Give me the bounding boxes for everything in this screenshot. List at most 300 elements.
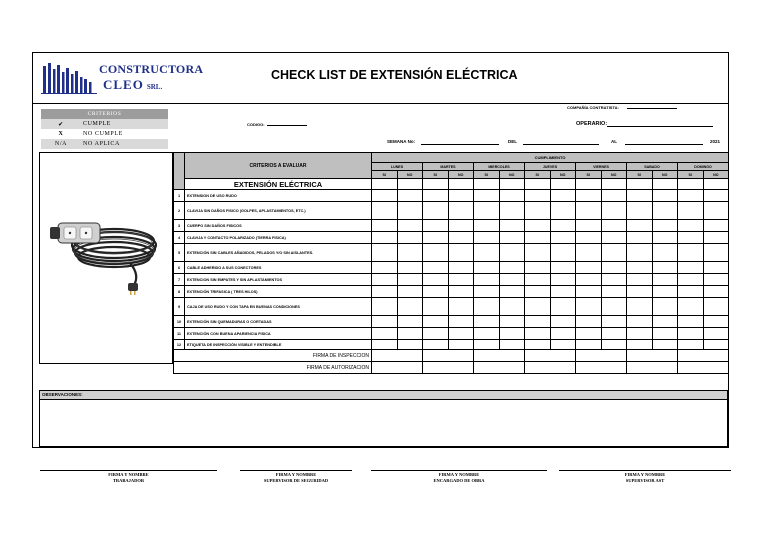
checkbox-cell[interactable] (601, 190, 627, 202)
al-field[interactable] (625, 144, 703, 145)
checkbox-cell[interactable] (703, 340, 729, 350)
checkbox-cell[interactable] (550, 202, 576, 220)
checkbox-cell[interactable] (525, 340, 551, 350)
signature-role: TRABAJADOR (112, 478, 145, 483)
item-text: EXTENCIÓN SIN QUEMADURAS O CORTADAS (185, 316, 372, 328)
checkbox-cell[interactable] (525, 328, 551, 340)
item-number: 10 (174, 316, 185, 328)
observaciones-box[interactable] (39, 390, 728, 447)
signature-supervisor-ast[interactable] (559, 470, 731, 484)
firma-inspeccion-label: FIRMA DE INSPECCION (174, 350, 372, 362)
checkbox-cell[interactable] (397, 262, 423, 274)
checkbox-cell[interactable] (423, 274, 449, 286)
checkbox-cell[interactable] (627, 328, 653, 340)
item-text: CABLE ADHERIDO A SUS CONECTORES (185, 262, 372, 274)
checkbox-cell[interactable] (576, 316, 602, 328)
checkbox-cell[interactable] (499, 179, 525, 190)
checkbox-cell[interactable] (372, 286, 398, 298)
checkbox-cell[interactable] (627, 298, 653, 316)
checkbox-cell[interactable] (627, 274, 653, 286)
compania-label: COMPAÑÍA CONTRATISTA: (567, 105, 619, 110)
checkbox-cell[interactable] (703, 220, 729, 232)
checkbox-cell[interactable] (423, 286, 449, 298)
signature-role: ENCARGADO DE OBRA (433, 478, 485, 483)
signature-label: FIRMA Y NOMBRE (624, 472, 666, 477)
checkbox-cell[interactable] (601, 298, 627, 316)
checkbox-cell[interactable] (372, 262, 398, 274)
checkbox-cell[interactable] (372, 274, 398, 286)
signature-cell[interactable] (576, 350, 627, 362)
checkbox-cell[interactable] (448, 316, 474, 328)
signature-cell[interactable] (423, 362, 474, 374)
checkbox-cell[interactable] (601, 262, 627, 274)
checkbox-cell[interactable] (601, 232, 627, 244)
checkbox-cell[interactable] (423, 340, 449, 350)
signature-label: FIRMA Y NOMBRE (108, 472, 149, 477)
checkbox-cell[interactable] (678, 232, 704, 244)
checkbox-cell[interactable] (525, 274, 551, 286)
signature-encargado-obra[interactable] (371, 470, 547, 484)
checkbox-cell[interactable] (652, 262, 678, 274)
checkbox-cell[interactable] (601, 179, 627, 190)
checkbox-cell[interactable] (499, 232, 525, 244)
checkbox-cell[interactable] (703, 316, 729, 328)
checkbox-cell[interactable] (423, 220, 449, 232)
checkbox-cell[interactable] (397, 220, 423, 232)
checkbox-cell[interactable] (423, 232, 449, 244)
checkbox-cell[interactable] (499, 286, 525, 298)
item-number: 4 (174, 232, 185, 244)
table-row (174, 298, 729, 316)
check-icon: ✔ (58, 121, 64, 128)
checkbox-cell[interactable] (627, 232, 653, 244)
si-header: SI (678, 171, 704, 179)
checkbox-cell[interactable] (550, 316, 576, 328)
day-header: VIERNES (576, 163, 627, 171)
item-text: EXTENCIÓN CON BUENA APARIENCIA FISICA (185, 328, 372, 340)
compania-field[interactable] (627, 108, 677, 109)
checkbox-cell[interactable] (474, 298, 500, 316)
checkbox-cell[interactable] (474, 179, 500, 190)
checkbox-cell[interactable] (423, 202, 449, 220)
checkbox-cell[interactable] (652, 328, 678, 340)
del-label: DEL (508, 139, 517, 144)
checkbox-cell[interactable] (703, 244, 729, 262)
signature-label: FIRMA Y NOMBRE (275, 472, 317, 477)
checkbox-cell[interactable] (601, 244, 627, 262)
checkbox-cell[interactable] (601, 328, 627, 340)
checkbox-cell[interactable] (627, 262, 653, 274)
checkbox-cell[interactable] (397, 286, 423, 298)
checkbox-cell[interactable] (448, 232, 474, 244)
table-row (174, 202, 729, 220)
legend-no-aplica: NO APLICA (83, 141, 120, 147)
checkbox-cell[interactable] (576, 262, 602, 274)
checkbox-cell[interactable] (652, 286, 678, 298)
checkbox-cell[interactable] (550, 262, 576, 274)
item-text: EXTENCION SIN EMPATES Y SIN APLASTAMIENTOS (185, 274, 372, 286)
signature-cell[interactable] (627, 362, 678, 374)
logo-line1: CONSTRUCTORA (99, 62, 204, 76)
checkbox-cell[interactable] (576, 274, 602, 286)
checkbox-cell[interactable] (499, 262, 525, 274)
checkbox-cell[interactable] (423, 190, 449, 202)
checkbox-cell[interactable] (550, 232, 576, 244)
checkbox-cell[interactable] (601, 202, 627, 220)
checkbox-cell[interactable] (576, 286, 602, 298)
checkbox-cell[interactable] (678, 179, 704, 190)
table-row (174, 340, 729, 350)
checkbox-cell[interactable] (652, 298, 678, 316)
checkbox-cell[interactable] (474, 232, 500, 244)
checkbox-cell[interactable] (474, 340, 500, 350)
checkbox-cell[interactable] (499, 244, 525, 262)
checkbox-cell[interactable] (652, 202, 678, 220)
checkbox-cell[interactable] (678, 244, 704, 262)
checkbox-cell[interactable] (627, 220, 653, 232)
item-text: EXTENSION DE USO RUDO (185, 190, 372, 202)
checkbox-cell[interactable] (652, 179, 678, 190)
signature-supervisor-seguridad[interactable] (240, 470, 352, 484)
signature-cell[interactable] (576, 362, 627, 374)
checkbox-cell[interactable] (397, 340, 423, 350)
checkbox-cell[interactable] (397, 232, 423, 244)
checkbox-cell[interactable] (627, 340, 653, 350)
checklist-table (173, 152, 729, 374)
checkbox-cell[interactable] (576, 298, 602, 316)
checkbox-cell[interactable] (652, 232, 678, 244)
checkbox-cell[interactable] (627, 190, 653, 202)
checkbox-cell[interactable] (525, 232, 551, 244)
product-image-box (39, 152, 173, 364)
checkbox-cell[interactable] (627, 286, 653, 298)
checkbox-cell[interactable] (397, 274, 423, 286)
checkbox-cell[interactable] (499, 316, 525, 328)
checkbox-cell[interactable] (601, 340, 627, 350)
day-header: LUNES (372, 163, 423, 171)
firma-autorizacion-label: FIRMA DE AUTORIZACION (174, 362, 372, 374)
item-number: 7 (174, 274, 185, 286)
checkbox-cell[interactable] (678, 298, 704, 316)
checkbox-cell[interactable] (601, 286, 627, 298)
no-header: NO (652, 171, 678, 179)
signature-cell[interactable] (372, 362, 423, 374)
day-header: SABADO (627, 163, 678, 171)
checkbox-cell[interactable] (601, 274, 627, 286)
al-label: AL (611, 139, 617, 144)
semana-field[interactable] (421, 144, 499, 145)
checkbox-cell[interactable] (474, 286, 500, 298)
criteria-legend (41, 109, 168, 149)
operario-field[interactable] (607, 126, 713, 127)
extension-cord-image (40, 153, 172, 363)
checkbox-cell[interactable] (550, 298, 576, 316)
checkbox-cell[interactable] (372, 244, 398, 262)
criteria-legend-header: CRITERIOS (41, 109, 168, 119)
checkbox-cell[interactable] (474, 328, 500, 340)
del-field[interactable] (523, 144, 599, 145)
checkbox-cell[interactable] (372, 340, 398, 350)
signature-cell[interactable] (678, 350, 729, 362)
table-row (174, 316, 729, 328)
checkbox-cell[interactable] (652, 220, 678, 232)
checkbox-cell[interactable] (397, 316, 423, 328)
checkbox-cell[interactable] (525, 179, 551, 190)
checkbox-cell[interactable] (499, 190, 525, 202)
table-row (174, 232, 729, 244)
table-row (174, 244, 729, 262)
legend-cumple: CUMPLE (83, 121, 111, 127)
signature-role: SUPERVISOR AST (625, 478, 665, 483)
signature-cell[interactable] (525, 362, 576, 374)
checkbox-cell[interactable] (499, 202, 525, 220)
checkbox-cell[interactable] (678, 316, 704, 328)
checkbox-cell[interactable] (525, 244, 551, 262)
checkbox-cell[interactable] (448, 298, 474, 316)
table-row (174, 262, 729, 274)
checkbox-cell[interactable] (678, 202, 704, 220)
checkbox-cell[interactable] (423, 316, 449, 328)
checkbox-cell[interactable] (525, 190, 551, 202)
checkbox-cell[interactable] (550, 190, 576, 202)
item-number: 2 (174, 202, 185, 220)
checkbox-cell[interactable] (550, 328, 576, 340)
no-header: NO (499, 171, 525, 179)
checkbox-cell[interactable] (372, 179, 398, 190)
checkbox-cell[interactable] (678, 340, 704, 350)
checkbox-cell[interactable] (550, 286, 576, 298)
day-header: MIERCOLES (474, 163, 525, 171)
checkbox-cell[interactable] (627, 179, 653, 190)
si-header: SI (576, 171, 602, 179)
checkbox-cell[interactable] (576, 232, 602, 244)
checkbox-cell[interactable] (474, 202, 500, 220)
table-row (174, 190, 729, 202)
checkbox-cell[interactable] (525, 220, 551, 232)
codigo-label: CODIGO: (247, 122, 265, 127)
checkbox-cell[interactable] (525, 298, 551, 316)
checkbox-cell[interactable] (703, 262, 729, 274)
checkbox-cell[interactable] (499, 298, 525, 316)
table-row (174, 328, 729, 340)
checkbox-cell[interactable] (550, 244, 576, 262)
checkbox-cell[interactable] (576, 328, 602, 340)
checkbox-cell[interactable] (448, 274, 474, 286)
checkbox-cell[interactable] (499, 340, 525, 350)
legend-no-cumple: NO CUMPLE (83, 131, 123, 137)
section-title: EXTENSIÓN ELÉCTRICA (185, 179, 372, 190)
item-text: EXTENCIÓN TRIFASICA ( TRES HILOS) (185, 286, 372, 298)
operario-label: OPERARIO: (576, 121, 608, 127)
checkbox-cell[interactable] (525, 202, 551, 220)
no-header: NO (550, 171, 576, 179)
checkbox-cell[interactable] (703, 298, 729, 316)
checkbox-cell[interactable] (372, 298, 398, 316)
no-header: NO (397, 171, 423, 179)
checkbox-cell[interactable] (397, 244, 423, 262)
checkbox-cell[interactable] (550, 179, 576, 190)
checkbox-cell[interactable] (474, 262, 500, 274)
checkbox-cell[interactable] (627, 244, 653, 262)
table-row (174, 286, 729, 298)
checkbox-cell[interactable] (678, 262, 704, 274)
signature-cell[interactable] (525, 350, 576, 362)
no-header: NO (448, 171, 474, 179)
item-number: 1 (174, 190, 185, 202)
checkbox-cell[interactable] (576, 179, 602, 190)
year-label: 2021 (710, 139, 721, 144)
checkbox-cell[interactable] (652, 244, 678, 262)
item-number: 12 (174, 340, 185, 350)
si-header: SI (423, 171, 449, 179)
checkbox-cell[interactable] (652, 274, 678, 286)
checkbox-cell[interactable] (397, 190, 423, 202)
checkbox-cell[interactable] (448, 262, 474, 274)
checkbox-cell[interactable] (474, 244, 500, 262)
checkbox-cell[interactable] (474, 274, 500, 286)
signature-label: FIRMA Y NOMBRE (438, 472, 480, 477)
checkbox-cell[interactable] (423, 328, 449, 340)
item-text: CUERPO SIN DAÑOS FISICOS (185, 220, 372, 232)
si-header: SI (525, 171, 551, 179)
item-text: ETIQUETA DE INSPECCIÓN VISIBLE Y ENTENDIBLE (185, 340, 372, 350)
no-header: NO (601, 171, 627, 179)
checkbox-cell[interactable] (576, 244, 602, 262)
day-header: JUEVES (525, 163, 576, 171)
checkbox-cell[interactable] (499, 274, 525, 286)
cross-icon: X (58, 131, 64, 137)
item-text: CLAVIJA Y CONTACTO POLARIZADO (TIERRA FISICA) (185, 232, 372, 244)
checkbox-cell[interactable] (525, 262, 551, 274)
checkbox-cell[interactable] (397, 298, 423, 316)
observaciones-label: OBSERVACIONES: (40, 391, 727, 400)
codigo-field[interactable] (267, 125, 307, 126)
corner-cell (174, 153, 185, 190)
checkbox-cell[interactable] (499, 328, 525, 340)
checkbox-cell[interactable] (448, 340, 474, 350)
signature-cell[interactable] (678, 362, 729, 374)
checkbox-cell[interactable] (627, 202, 653, 220)
signature-cell[interactable] (474, 350, 525, 362)
checkbox-cell[interactable] (372, 316, 398, 328)
checkbox-cell[interactable] (372, 202, 398, 220)
checkbox-cell[interactable] (703, 328, 729, 340)
checkbox-cell[interactable] (703, 232, 729, 244)
semana-label: SEMANA No: (387, 139, 416, 144)
checkbox-cell[interactable] (576, 202, 602, 220)
checkbox-cell[interactable] (550, 340, 576, 350)
building-logo-icon (41, 60, 97, 94)
day-header: DOMINGO (678, 163, 729, 171)
signature-cell[interactable] (372, 350, 423, 362)
item-number: 8 (174, 286, 185, 298)
si-header: SI (474, 171, 500, 179)
cumplimiento-header: CUMPLIMIENTO (372, 153, 729, 163)
page-title: CHECK LIST DE EXTENSIÓN ELÉCTRICA (271, 68, 518, 82)
checkbox-cell[interactable] (576, 340, 602, 350)
checkbox-cell[interactable] (678, 328, 704, 340)
checkbox-cell[interactable] (601, 316, 627, 328)
checkbox-cell[interactable] (397, 202, 423, 220)
checkbox-cell[interactable] (448, 179, 474, 190)
logo-line2: CLEO SRL. (103, 77, 163, 92)
item-number: 9 (174, 298, 185, 316)
checkbox-cell[interactable] (678, 274, 704, 286)
checkbox-cell[interactable] (372, 190, 398, 202)
checkbox-cell[interactable] (576, 190, 602, 202)
checkbox-cell[interactable] (550, 274, 576, 286)
checkbox-cell[interactable] (423, 262, 449, 274)
checkbox-cell[interactable] (448, 220, 474, 232)
form-header (33, 53, 728, 104)
checkbox-cell[interactable] (397, 328, 423, 340)
checkbox-cell[interactable] (372, 328, 398, 340)
checkbox-cell[interactable] (601, 220, 627, 232)
checkbox-cell[interactable] (678, 190, 704, 202)
checkbox-cell[interactable] (397, 179, 423, 190)
checkbox-cell[interactable] (652, 190, 678, 202)
checkbox-cell[interactable] (372, 220, 398, 232)
signature-cell[interactable] (474, 362, 525, 374)
checkbox-cell[interactable] (499, 220, 525, 232)
checkbox-cell[interactable] (448, 190, 474, 202)
checkbox-cell[interactable] (703, 179, 729, 190)
checkbox-cell[interactable] (703, 202, 729, 220)
item-number: 11 (174, 328, 185, 340)
signature-cell[interactable] (423, 350, 474, 362)
checkbox-cell[interactable] (576, 220, 602, 232)
signature-cell[interactable] (627, 350, 678, 362)
checkbox-cell[interactable] (703, 286, 729, 298)
checkbox-cell[interactable] (448, 328, 474, 340)
checkbox-cell[interactable] (525, 286, 551, 298)
checkbox-cell[interactable] (423, 179, 449, 190)
si-header: SI (627, 171, 653, 179)
checkbox-cell[interactable] (448, 202, 474, 220)
item-number: 5 (174, 244, 185, 262)
checkbox-cell[interactable] (678, 220, 704, 232)
checkbox-cell[interactable] (474, 220, 500, 232)
item-number: 3 (174, 220, 185, 232)
checkbox-cell[interactable] (448, 244, 474, 262)
item-text: EXTENCIÓN SIN CABLES AÑADIDOS, PELADOS Y/O SIN AISLANTES. (185, 244, 372, 262)
checkbox-cell[interactable] (372, 232, 398, 244)
signature-role: SUPERVISOR DE SEGURIDAD (263, 478, 329, 483)
checkbox-cell[interactable] (678, 286, 704, 298)
checkbox-cell[interactable] (703, 274, 729, 286)
item-number: 6 (174, 262, 185, 274)
checkbox-cell[interactable] (423, 244, 449, 262)
na-icon: N/A (54, 141, 68, 147)
no-header: NO (703, 171, 729, 179)
checkbox-cell[interactable] (423, 298, 449, 316)
item-text: CAJA DE USO RUDO Y CON TAPA EN BUENAS CONDICIONES (185, 298, 372, 316)
checkbox-cell[interactable] (448, 286, 474, 298)
criterios-header: CRITERIOS A EVALUAR (185, 153, 372, 179)
checkbox-cell[interactable] (652, 340, 678, 350)
si-header: SI (372, 171, 398, 179)
checkbox-cell[interactable] (652, 316, 678, 328)
checkbox-cell[interactable] (550, 220, 576, 232)
signature-trabajador[interactable] (40, 470, 217, 484)
company-logo (41, 60, 204, 94)
checkbox-cell[interactable] (703, 190, 729, 202)
checkbox-cell[interactable] (474, 316, 500, 328)
day-header: MARTES (423, 163, 474, 171)
checkbox-cell[interactable] (474, 190, 500, 202)
checkbox-cell[interactable] (525, 316, 551, 328)
checkbox-cell[interactable] (627, 316, 653, 328)
